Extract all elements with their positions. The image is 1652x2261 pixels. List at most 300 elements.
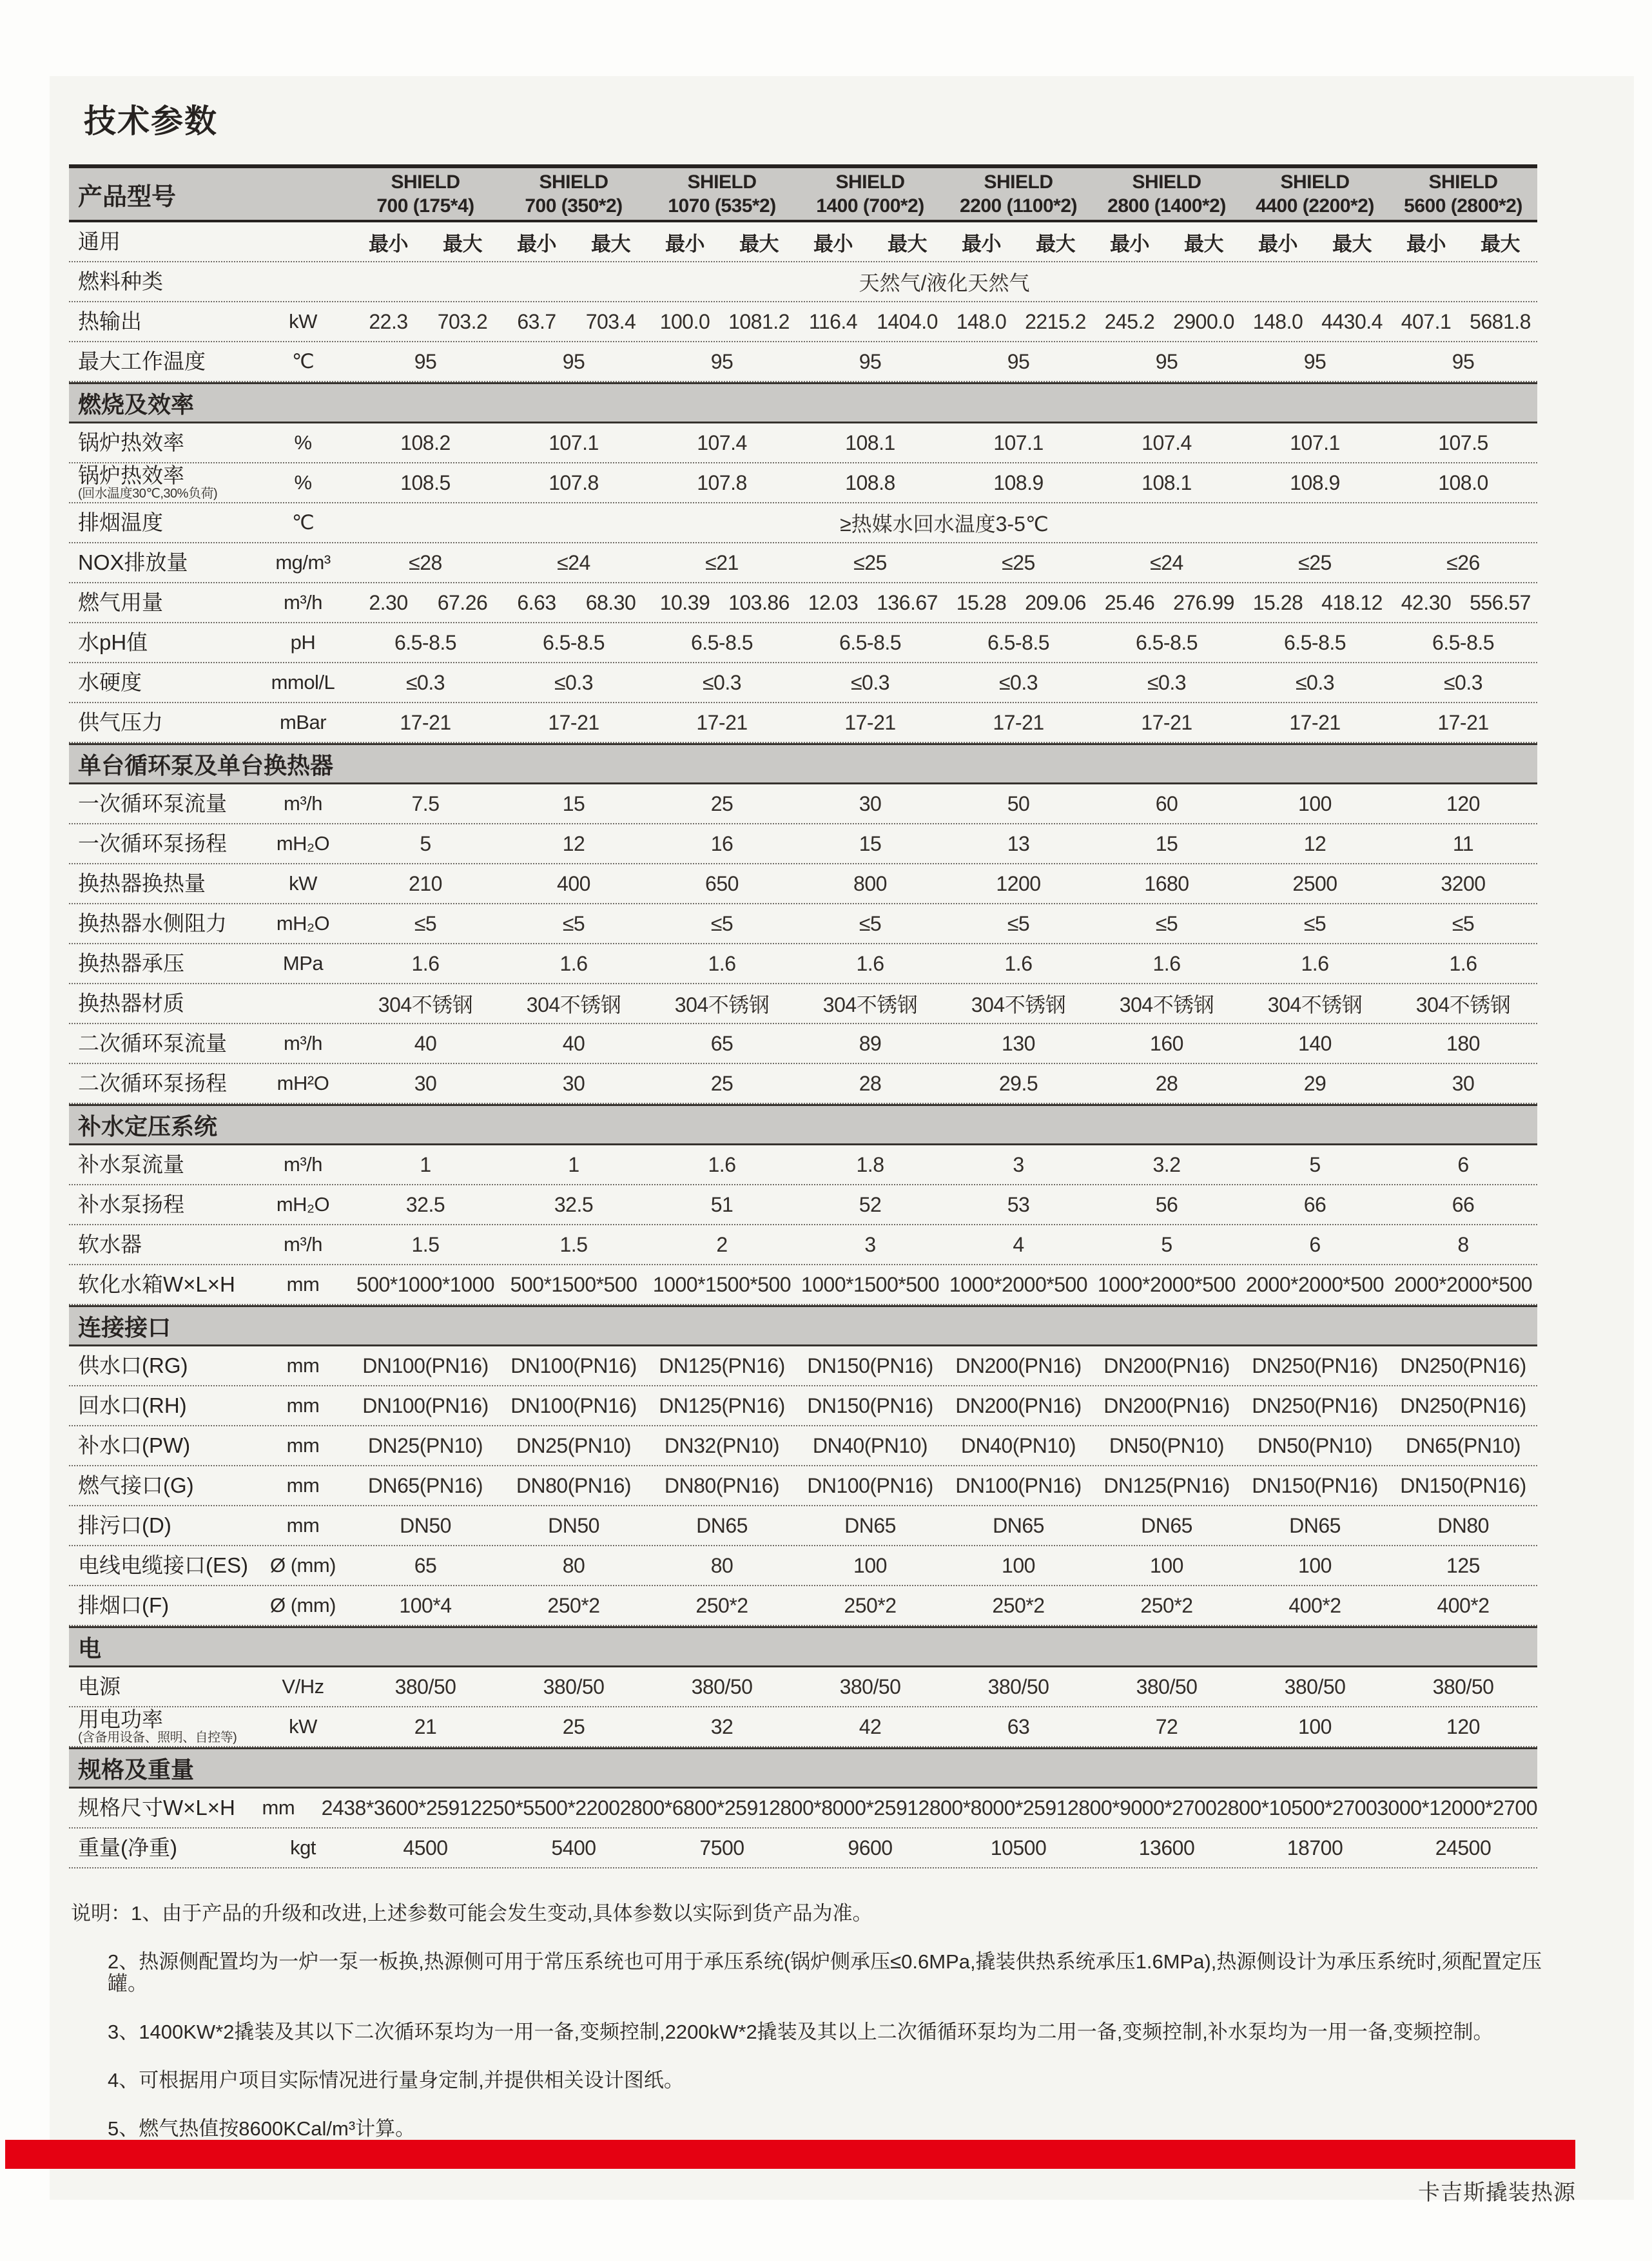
row-value: 6.5-8.5 (1135, 630, 1198, 654)
product-model-header-label: 产品型号 (78, 183, 177, 211)
section-bar: 电 (69, 1626, 1537, 1667)
spec-row (69, 1145, 1537, 1185)
row-value: DN100(PN16) (807, 1473, 933, 1497)
row-value: 95 (1155, 349, 1178, 373)
row-value: ≤5 (414, 911, 437, 935)
row-value: ≤25 (853, 550, 887, 574)
max-header: 最大 (1481, 232, 1520, 255)
section-bar: 单台循环泵及单台换热器 (69, 743, 1537, 784)
row-label-text: 补水泵流量 (78, 1152, 184, 1176)
spec-row (69, 984, 1537, 1024)
row-value: 1.6 (708, 951, 736, 975)
min-max-pair (944, 591, 1093, 615)
row-value: 108.1 (1142, 471, 1192, 494)
spec-row (69, 904, 1537, 944)
row-value: DN200(PN16) (1103, 1354, 1230, 1377)
min-value: 25.46 (1104, 590, 1155, 614)
row-value: 17-21 (1289, 710, 1341, 734)
row-unit: V/Hz (282, 1675, 324, 1698)
row-unit: mg/m³ (275, 551, 331, 574)
row-span-value: 天然气/液化天然气 (859, 271, 1030, 295)
row-label-text: 软水器 (78, 1232, 142, 1256)
row-value: 2000*2000*500 (1245, 1272, 1385, 1296)
row-value: 13600 (1138, 1836, 1195, 1859)
row-value: 1000*1500*500 (801, 1272, 940, 1296)
row-value: 65 (414, 1553, 437, 1577)
row-unit: Ø (mm) (269, 1554, 336, 1577)
row-value: 100 (1150, 1553, 1183, 1577)
max-value: 703.2 (437, 309, 488, 333)
spec-row (69, 1829, 1537, 1868)
row-value: 250*2 (1140, 1593, 1193, 1617)
model-number-line: 4400 (2200*2) (1256, 195, 1374, 217)
row-value: ≤0.3 (405, 670, 445, 694)
spec-row (69, 824, 1537, 864)
row-label-text: 锅炉热效率 (78, 463, 184, 487)
min-value: 12.03 (808, 590, 859, 614)
row-value: 800 (853, 871, 887, 895)
header-model-cell (796, 168, 944, 220)
spec-row (69, 503, 1537, 543)
spec-row (69, 663, 1537, 703)
row-value: DN125(PN16) (659, 1354, 785, 1377)
spec-row (69, 423, 1537, 463)
max-value: 1081.2 (728, 309, 790, 333)
row-value: 15 (859, 831, 882, 855)
row-value: 30 (859, 791, 882, 815)
row-value: 17-21 (548, 710, 599, 734)
row-value: DN150(PN16) (1400, 1473, 1526, 1497)
row-unit: kgt (290, 1836, 316, 1859)
row-value: 3 (1013, 1152, 1024, 1176)
row-value: ≤24 (1150, 550, 1183, 574)
row-value: 1.6 (1449, 951, 1477, 975)
row-value: DN65(PN16) (367, 1473, 483, 1497)
row-value: 89 (859, 1031, 882, 1055)
row-value: DN125(PN16) (659, 1393, 785, 1417)
row-label (69, 552, 255, 574)
row-value: ≤5 (1303, 911, 1326, 935)
row-value: DN80 (1437, 1513, 1489, 1537)
row-label (69, 993, 255, 1014)
spec-row (69, 1426, 1537, 1466)
row-unit: mH₂O (276, 1193, 330, 1216)
max-header: 最大 (739, 232, 779, 255)
row-value: 108.9 (993, 471, 1044, 494)
row-unit: m³/h (284, 1032, 322, 1054)
row-value: 160 (1150, 1031, 1183, 1055)
row-label (69, 672, 255, 694)
row-value: 304不锈钢 (822, 993, 918, 1016)
row-label-text: 软化水箱W×L×H (78, 1272, 235, 1296)
note-line: 3、1400KW*2撬装及其以下二次循环泵均为一用一备,变频控制,2200kW*2撬装及其以上二次循循环泵均为二用一备,变频控制,补水泵均为一用一备,变频控制。 (108, 2021, 1493, 2043)
row-label-text: 燃气用量 (78, 590, 163, 614)
row-value: 29.5 (998, 1071, 1038, 1095)
row-sublabel: (回水温度30℃,30%负荷) (78, 487, 218, 501)
row-label-text: 二次循环泵扬程 (78, 1071, 227, 1095)
section-bar: 规格及重量 (69, 1747, 1537, 1789)
row-value: 6.5-8.5 (839, 630, 902, 654)
row-value: DN65(PN10) (1405, 1433, 1521, 1457)
row-label (69, 271, 255, 293)
row-value: 400*2 (1437, 1593, 1490, 1617)
row-label-text: 补水口(PW) (78, 1433, 191, 1457)
row-value: 1680 (1144, 871, 1189, 895)
row-label (69, 1234, 255, 1256)
header-model-cell (1241, 168, 1389, 220)
row-value: 125 (1446, 1553, 1480, 1577)
row-value: 4500 (403, 1836, 448, 1859)
row-value: DN65 (844, 1513, 896, 1537)
row-value: DN200(PN16) (1103, 1393, 1230, 1417)
row-unit: ℃ (291, 350, 315, 373)
row-unit: m³/h (284, 792, 322, 815)
spec-row (69, 222, 1537, 262)
max-value: 4430.4 (1321, 309, 1383, 333)
row-value: DN80(PN16) (516, 1473, 632, 1497)
spec-row (69, 1466, 1537, 1506)
spec-row (69, 1707, 1537, 1747)
row-value: 108.9 (1290, 471, 1340, 494)
model-brand-line: SHIELD (835, 171, 905, 193)
row-value: 6.5-8.5 (1283, 630, 1346, 654)
footer-red-bar (5, 2140, 1575, 2169)
row-value: 12 (1303, 831, 1326, 855)
row-label-text: 换热器承压 (78, 951, 184, 975)
row-value: 380/50 (839, 1674, 901, 1698)
section-bar: 连接接口 (69, 1305, 1537, 1346)
row-value: DN25(PN10) (367, 1433, 483, 1457)
header-model-cell (500, 168, 648, 220)
row-value: DN32(PN10) (664, 1433, 780, 1457)
min-value: 148.0 (956, 309, 1007, 333)
row-value: 32 (710, 1714, 734, 1738)
max-value: 103.86 (728, 590, 790, 614)
row-value: 1000*2000*500 (1097, 1272, 1236, 1296)
row-value: 95 (1303, 349, 1326, 373)
spec-row (69, 1546, 1537, 1586)
row-unit: mm (286, 1514, 320, 1537)
note-line: 5、燃气热值按8600KCal/m³计算。 (108, 2117, 416, 2140)
row-label-text: 规格尺寸W×L×H (78, 1796, 235, 1819)
row-value: DN200(PN16) (955, 1354, 1082, 1377)
row-label-text: 换热器材质 (78, 991, 184, 1015)
row-value: 5 (1161, 1232, 1172, 1256)
max-header: 最大 (1036, 232, 1075, 255)
min-max-header-pair (1241, 228, 1389, 257)
max-header: 最大 (443, 232, 482, 255)
min-header: 最小 (665, 232, 705, 255)
row-value: 180 (1446, 1031, 1480, 1055)
min-value: 10.39 (659, 590, 710, 614)
spec-row (69, 1024, 1537, 1064)
row-unit: pH (290, 631, 316, 654)
model-number-line: 700 (350*2) (525, 195, 623, 217)
row-unit: mm (286, 1434, 320, 1457)
spec-table (69, 164, 1537, 1868)
row-value: 13 (1007, 831, 1030, 855)
row-value: DN65 (993, 1513, 1044, 1537)
row-value: ≤0.3 (554, 670, 594, 694)
row-value: 17-21 (400, 710, 451, 734)
notes-block (71, 1903, 1573, 2166)
spec-row (69, 1064, 1537, 1104)
row-label (69, 1395, 255, 1417)
header-model-cell (1093, 168, 1241, 220)
row-value: 29 (1303, 1071, 1326, 1095)
row-value: DN50(PN10) (1109, 1433, 1225, 1457)
row-label-text: 锅炉热效率 (78, 431, 184, 454)
row-value: 1.6 (1004, 951, 1033, 975)
row-value: DN250(PN16) (1400, 1393, 1526, 1417)
row-label-text: 水硬度 (78, 670, 142, 694)
spec-row (69, 1667, 1537, 1707)
row-value: 63 (1007, 1714, 1030, 1738)
row-value: 304不锈钢 (1119, 993, 1214, 1016)
min-max-header-pair (944, 228, 1093, 257)
row-value: ≤5 (859, 911, 882, 935)
row-value: 65 (710, 1031, 734, 1055)
row-label-text: 供气压力 (78, 710, 163, 734)
row-value: 107.4 (697, 431, 747, 454)
row-value: 1.5 (559, 1232, 588, 1256)
row-value: 25 (562, 1714, 585, 1738)
min-max-pair (1389, 591, 1537, 615)
row-label (69, 1355, 255, 1377)
row-value: DN80(PN16) (664, 1473, 780, 1497)
row-value: 107.1 (549, 431, 599, 454)
row-value: 380/50 (987, 1674, 1049, 1698)
row-value: 25 (710, 791, 734, 815)
row-value: 1000*2000*500 (949, 1272, 1088, 1296)
row-label-text: 电源 (78, 1674, 121, 1698)
min-max-pair (1093, 310, 1241, 334)
row-value: 2250*5500*2200 (471, 1796, 620, 1819)
min-value: 116.4 (808, 309, 858, 333)
row-value: 66 (1452, 1192, 1475, 1216)
row-value: 40 (414, 1031, 437, 1055)
min-max-pair (351, 591, 500, 615)
row-value: 304不锈钢 (526, 993, 621, 1016)
row-value: DN40(PN10) (960, 1433, 1076, 1457)
row-label (69, 913, 255, 935)
min-value: 6.63 (517, 590, 556, 614)
row-label-text: 热输出 (78, 309, 142, 333)
max-header: 最大 (591, 232, 630, 255)
row-value: 380/50 (1136, 1674, 1198, 1698)
row-value: ≤5 (710, 911, 734, 935)
row-label (69, 311, 255, 333)
row-value: 380/50 (1432, 1674, 1494, 1698)
header-model-cell (1389, 168, 1537, 220)
row-value: 4 (1013, 1232, 1024, 1256)
spec-row (69, 944, 1537, 984)
row-value: 1 (420, 1152, 431, 1176)
row-value: 2800*8000*2591 (918, 1796, 1067, 1819)
row-value: 1.8 (856, 1152, 884, 1176)
model-number-line: 2800 (1400*2) (1107, 195, 1226, 217)
max-value: 2215.2 (1025, 309, 1086, 333)
min-value: 148.0 (1252, 309, 1303, 333)
brand-text: 卡吉斯撬装热源 (1418, 2180, 1576, 2205)
row-unit: m³/h (284, 591, 322, 614)
model-brand-line: SHIELD (1428, 171, 1498, 193)
row-value: 80 (710, 1553, 734, 1577)
row-value: DN250(PN16) (1252, 1354, 1378, 1377)
max-header: 最大 (1184, 232, 1223, 255)
row-unit: mBar (279, 711, 327, 733)
row-value: ≤5 (1155, 911, 1178, 935)
header-model-cell (944, 168, 1093, 220)
row-value: 140 (1298, 1031, 1332, 1055)
spec-row (69, 703, 1537, 743)
min-value: 407.1 (1401, 309, 1452, 333)
row-label-text: NOX排放量 (78, 550, 188, 574)
min-value: 63.7 (517, 309, 556, 333)
row-label (69, 432, 255, 454)
row-label-text: 换热器水侧阻力 (78, 911, 227, 935)
row-value: 100*4 (399, 1593, 452, 1617)
row-value: 17-21 (696, 710, 748, 734)
row-value: DN100(PN16) (362, 1354, 489, 1377)
header-model-cell (351, 168, 500, 220)
min-max-header-pair (351, 228, 500, 257)
min-max-pair (796, 591, 944, 615)
row-unit: % (294, 471, 312, 494)
row-unit: mm (286, 1273, 320, 1295)
row-label (69, 1154, 255, 1176)
row-value: DN250(PN16) (1252, 1393, 1378, 1417)
max-value: 703.4 (585, 309, 636, 333)
row-value: 100 (1298, 791, 1332, 815)
row-value: DN100(PN16) (510, 1393, 637, 1417)
row-value: 380/50 (691, 1674, 753, 1698)
row-label (69, 1709, 255, 1745)
row-value: 95 (859, 349, 882, 373)
row-value: 250*2 (547, 1593, 600, 1617)
row-value: DN50 (400, 1513, 451, 1537)
row-value: 53 (1007, 1192, 1030, 1216)
row-value: 107.8 (697, 471, 747, 494)
row-value: 107.4 (1142, 431, 1192, 454)
row-value: ≤0.3 (1295, 670, 1335, 694)
row-value: 107.5 (1438, 431, 1488, 454)
row-value: 107.1 (1290, 431, 1340, 454)
spec-row (69, 1586, 1537, 1626)
row-label (69, 712, 255, 733)
spec-row (69, 1265, 1537, 1305)
row-value: 130 (1002, 1031, 1035, 1055)
row-value: ≤5 (1452, 911, 1475, 935)
row-value: 304不锈钢 (378, 993, 473, 1016)
row-value: 8 (1457, 1232, 1469, 1256)
min-max-pair (648, 310, 796, 334)
min-value: 15.28 (956, 590, 1007, 614)
row-value: DN65 (1289, 1513, 1341, 1537)
row-value: ≤26 (1446, 550, 1480, 574)
row-value: 120 (1446, 791, 1480, 815)
row-value: 2000*2000*500 (1394, 1272, 1533, 1296)
row-value: 17-21 (1437, 710, 1489, 734)
row-label (69, 592, 255, 614)
min-value: 22.3 (369, 309, 408, 333)
row-label-text: 最大工作温度 (78, 349, 206, 373)
max-header: 最大 (888, 232, 927, 255)
spec-row (69, 342, 1537, 382)
row-label (69, 1194, 255, 1216)
max-value: 5681.8 (1470, 309, 1531, 333)
row-value: 5400 (551, 1836, 596, 1859)
row-label-text: 二次循环泵流量 (78, 1031, 227, 1055)
row-value: 25 (710, 1071, 734, 1095)
spec-row (69, 302, 1537, 342)
min-header: 最小 (1110, 232, 1149, 255)
row-value: 72 (1155, 1714, 1178, 1738)
row-value: 2500 (1292, 871, 1337, 895)
row-value: 18700 (1287, 1836, 1343, 1859)
row-unit: mm (286, 1354, 320, 1377)
row-value: ≤5 (562, 911, 585, 935)
min-value: 100.0 (659, 309, 710, 333)
row-unit: mm (286, 1474, 320, 1497)
row-value: 6 (1457, 1152, 1469, 1176)
row-label-text: 排污口(D) (78, 1513, 171, 1537)
row-value: 95 (710, 349, 734, 373)
row-value: 95 (562, 349, 585, 373)
row-value: ≤28 (409, 550, 442, 574)
min-max-header-pair (648, 228, 796, 257)
row-value: 32.5 (405, 1192, 445, 1216)
row-value: 304不锈钢 (1415, 993, 1511, 1016)
min-max-pair (796, 310, 944, 334)
min-header: 最小 (813, 232, 853, 255)
row-value: 100 (1298, 1714, 1332, 1738)
row-value: 1.5 (411, 1232, 440, 1256)
row-value: 66 (1303, 1192, 1326, 1216)
row-unit: % (294, 431, 312, 454)
row-value: 304不锈钢 (971, 993, 1066, 1016)
model-brand-line: SHIELD (391, 171, 460, 193)
row-value: 2800*6800*2591 (619, 1796, 770, 1819)
row-value: 2800*8000*2591 (769, 1796, 918, 1819)
row-value: DN100(PN16) (510, 1354, 637, 1377)
model-brand-line: SHIELD (687, 171, 757, 193)
row-value: 500*1500*500 (510, 1272, 637, 1296)
row-value: 100 (1298, 1553, 1332, 1577)
row-value: DN100(PN16) (362, 1393, 489, 1417)
row-value: ≤25 (1298, 550, 1332, 574)
row-value: ≤0.3 (702, 670, 742, 694)
row-value: 500*1000*1000 (356, 1272, 495, 1296)
spec-row (69, 1506, 1537, 1546)
row-label-text: 回水口(RH) (78, 1393, 187, 1417)
min-max-pair (500, 591, 648, 615)
model-brand-line: SHIELD (1132, 171, 1201, 193)
min-max-pair (648, 591, 796, 615)
min-value: 42.30 (1401, 590, 1452, 614)
row-value: 650 (705, 871, 739, 895)
spec-row (69, 1386, 1537, 1426)
row-value: DN250(PN16) (1400, 1354, 1526, 1377)
spec-row (69, 1789, 1537, 1829)
row-value: 304不锈钢 (674, 993, 770, 1016)
row-value: 3.2 (1152, 1152, 1181, 1176)
row-value: 3000*12000*2700 (1377, 1796, 1537, 1819)
min-value: 15.28 (1252, 590, 1303, 614)
row-value: 380/50 (543, 1674, 605, 1698)
row-unit: mH²O (277, 1072, 329, 1094)
row-value: DN150(PN16) (807, 1393, 933, 1417)
